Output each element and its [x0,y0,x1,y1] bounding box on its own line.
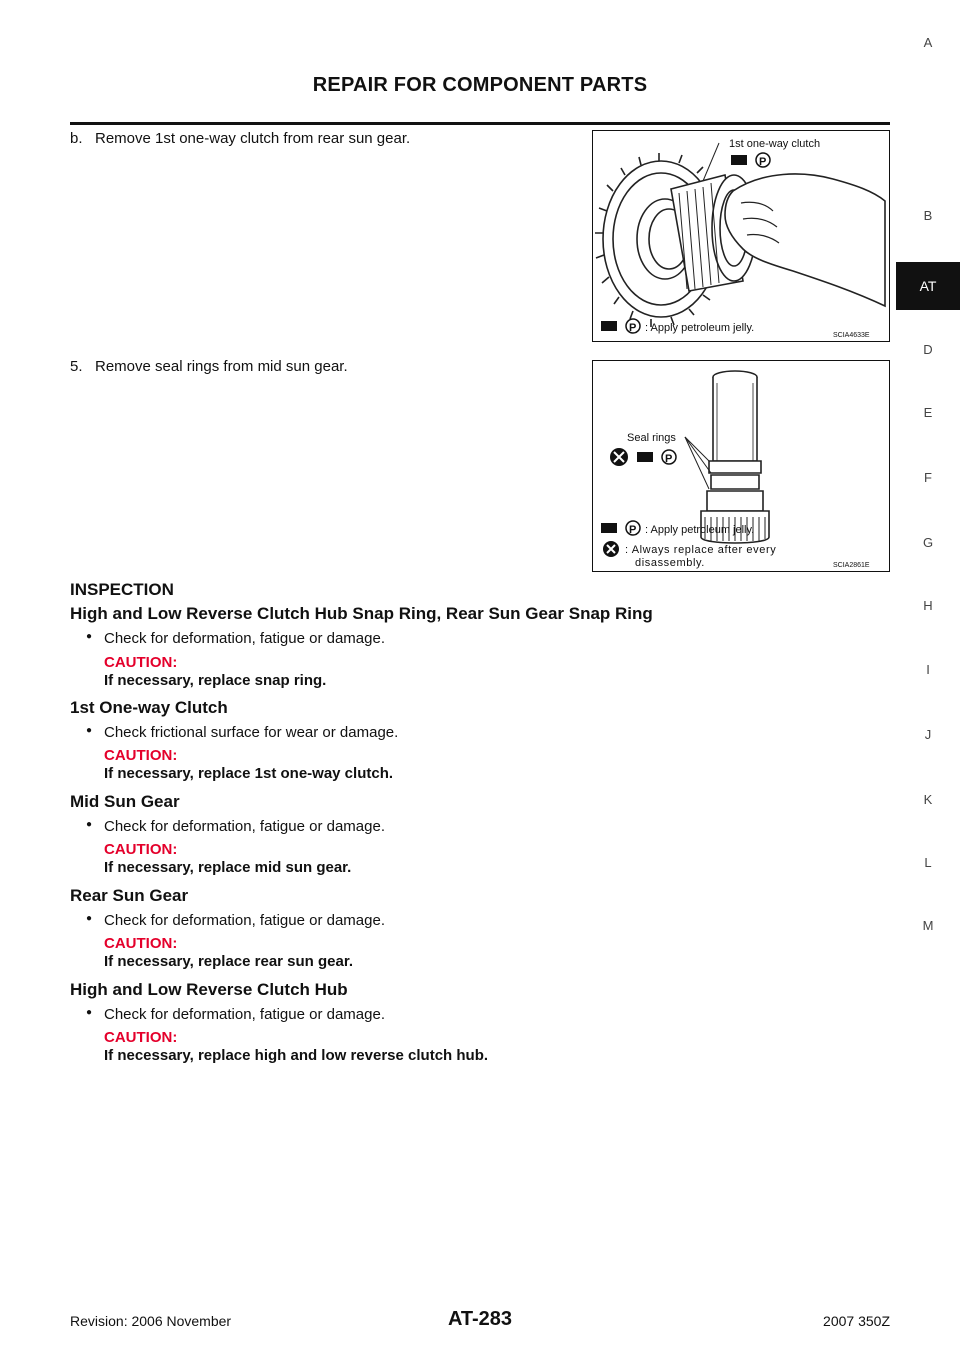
caution-label: CAUTION: [104,1029,178,1046]
inspection-heading: INSPECTION [70,580,174,599]
one-way-clutch-illustration [593,131,889,341]
svg-text:P: P [759,156,767,168]
legend-jelly-icon-2 [601,523,617,533]
tab-k[interactable]: K [923,792,933,807]
section-tabs [896,0,960,1358]
tab-a[interactable]: A [923,35,933,50]
caution-label: CAUTION: [104,841,178,858]
tab-l[interactable]: L [924,855,932,870]
figure2-legend1: : Apply petroleum jelly. [645,524,755,536]
tab-h[interactable]: H [923,598,933,613]
svg-text:P: P [665,453,673,465]
step-5-text: 5. Remove seal rings from mid sun gear. [70,358,348,375]
bullet-text: Check for deformation, fatigue or damage. [104,818,385,835]
caution-label: CAUTION: [104,654,178,671]
petroleum-jelly-icon [731,155,747,165]
figure2-legend2b: disassembly. [635,557,705,569]
bullet-text: Check for deformation, fatigue or damage. [104,630,385,647]
caution-label: CAUTION: [104,747,178,764]
tab-i[interactable]: I [926,662,930,677]
bullet-item [86,818,385,835]
page-number: AT-283 [447,1308,513,1330]
legend-replace-icon [603,541,619,557]
replace-x-icon [610,448,628,466]
caution-text: If necessary, replace 1st one-way clutch. [104,765,394,782]
section-title: Mid Sun Gear [70,792,180,811]
section-title: High and Low Reverse Clutch Hub Snap Ring, Rear Sun Gear Snap Ring [70,604,653,623]
seal-rings-illustration [593,361,889,571]
section-title: Rear Sun Gear [70,886,189,905]
section-title: 1st One-way Clutch [70,698,228,717]
page-title: REPAIR FOR COMPONENT PARTS [312,74,648,96]
tab-b[interactable]: B [923,208,933,223]
bullet-text: Check frictional surface for wear or damage. [104,724,399,741]
figure2-code: SCIA2861E [833,562,870,569]
section-title: High and Low Reverse Clutch Hub [70,980,348,999]
step-b-text: b. Remove 1st one-way clutch from rear sun gear. [70,130,411,147]
caution-text: If necessary, replace snap ring. [104,672,327,689]
tab-at[interactable]: AT [896,262,960,310]
header-divider [70,122,890,125]
caution-label: CAUTION: [104,935,178,952]
bullet-item [86,630,385,647]
tab-e[interactable]: E [923,405,933,420]
bullet-item [86,724,398,741]
tab-f[interactable]: F [924,470,932,485]
svg-text:P: P [629,322,637,334]
figure2-legend2a: : Always replace after every [625,544,777,556]
tab-g[interactable]: G [922,535,934,550]
footer-revision: Revision: 2006 November [70,1313,232,1329]
legend-jelly-icon [601,321,617,331]
figure-one-way-clutch [592,130,890,342]
figure1-callout-label: 1st one-way clutch [729,138,821,150]
svg-text:P: P [629,524,637,536]
bullet-text: Check for deformation, fatigue or damage. [104,1006,385,1023]
tab-j[interactable]: J [924,727,932,742]
bullet-item [86,1006,385,1023]
petroleum-jelly-icon-2 [637,452,653,462]
figure1-code: SCIA4633E [833,332,870,339]
tab-d[interactable]: D [923,342,933,357]
caution-text: If necessary, replace rear sun gear. [104,953,354,970]
footer-model: 2007 350Z [823,1313,890,1329]
caution-text: If necessary, replace mid sun gear. [104,859,352,876]
figure2-callout-label: Seal rings [627,432,676,444]
bullet-text: Check for deformation, fatigue or damage. [104,912,385,929]
bullet-item [86,912,385,929]
caution-text: If necessary, replace high and low reverse clutch hub. [104,1047,489,1064]
tab-m[interactable]: M [922,918,934,933]
figure-seal-rings [592,360,890,572]
figure1-legend: : Apply petroleum jelly. [645,322,755,334]
